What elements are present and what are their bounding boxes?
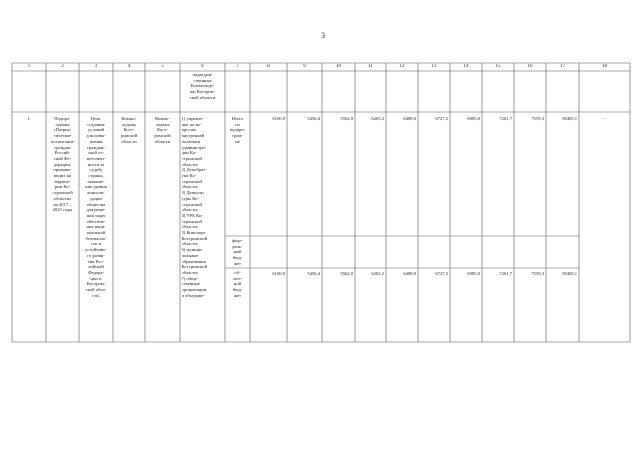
regional-value-2017: 6100,0 — [272, 271, 285, 276]
page-number: 3 — [321, 31, 325, 40]
row-number: 1. — [27, 116, 31, 121]
column-number-11: 11 — [368, 64, 373, 69]
column-number-13: 13 — [431, 64, 437, 69]
funding-source-federal: феде- раль- ный бюд- жет — [232, 238, 243, 266]
column-number-14: 14 — [463, 64, 469, 69]
regional-value-2020: 6265,2 — [371, 271, 384, 276]
total-value-2021: 6488,0 — [403, 116, 416, 121]
column-number-17: 17 — [560, 64, 565, 69]
column-number-15: 15 — [495, 64, 501, 69]
funding-source-regional: об- ласт- ной бюд- жет — [232, 270, 243, 298]
total-value-2024: 7261,7 — [499, 116, 512, 121]
regional-value-2019: 5562,0 — [340, 271, 353, 276]
column-number-18: 18 — [602, 64, 607, 69]
program-name: Подпро- грамма «Патрио- тическое воспитание граждан Россий- ской Фе- дерации, прожива- ющих на террито- рии Ко- стромской области» на 2017 – 2025 годы — [51, 116, 74, 213]
regional-value-2021: 6488,0 — [403, 271, 416, 276]
carryover-participants: подведом- ственные Коммолоде- жи Костром- ской области — [189, 72, 216, 100]
regional-value-sum: 58405,1 — [562, 271, 577, 276]
total-value-2019: 5562,0 — [340, 116, 353, 121]
regional-value-2022: 6727,5 — [435, 271, 448, 276]
total-value-2017: 6100,0 — [272, 116, 285, 121]
coordinator: Коммо- лодежь Кост- ромской области — [120, 116, 138, 144]
total-value-2022: 6727,5 — [435, 116, 448, 121]
regional-value-2018: 5456,4 — [307, 271, 320, 276]
column-number-2: 2 — [61, 64, 64, 69]
column-number-6: 6 — [201, 64, 204, 69]
column-number-1: 1 — [27, 64, 31, 69]
column-number-4: 4 — [127, 64, 131, 69]
participants: 1) управле- ние по во- просам внутренней политики администра- ции Ко- стромской области; 2) Депобраз- уки Ко- стромской области; 3) Депкуль- туры Ко- стромской области; 4) УРБ Ко- стромской области; 5) Комспорт Костромской области; 6) муници- пальные образования Костромской области; 7) обще- ственные организации и объедине- — [181, 116, 208, 298]
column-number-9: 9 — [303, 64, 306, 69]
column-number-8: 8 — [267, 64, 270, 69]
total-value-2020: 6265,2 — [371, 116, 384, 121]
funding-source-total: Итого по подпро- грам- ме — [229, 116, 246, 144]
responsible-executor: Коммо- лодежь Кост- ромской области — [154, 116, 171, 144]
total-value-2018: 5456,4 — [307, 116, 320, 121]
column-number-16: 16 — [527, 64, 533, 69]
regional-value-2024: 7261,7 — [499, 271, 512, 276]
program-goal: Цель: создание условий для повы- шения граждан- ской от- ветствен- ности за судьбу страны, повыше- ние уровня консоли- дации общества для реше- ния задач обеспече- ния наци- ональной безопасно- сти и устойчиво- го разви- тия Рос- сийской Федера- ции и Костром- ской обла- сти, — [85, 116, 107, 298]
column-number-5: 5 — [161, 64, 164, 69]
column-number-12: 12 — [399, 64, 405, 69]
total-value-sum: 58405,1 — [562, 116, 577, 121]
column-number-7: 7 — [236, 64, 239, 69]
regional-value-2023: 6985,0 — [467, 271, 480, 276]
column-number-3: 3 — [94, 64, 98, 69]
total-note: - — [603, 116, 606, 121]
regional-value-2025: 7559,3 — [531, 271, 544, 276]
total-value-2023: 6985,0 — [467, 116, 480, 121]
column-number-10: 10 — [336, 64, 341, 69]
total-value-2025: 7559,3 — [531, 116, 544, 121]
